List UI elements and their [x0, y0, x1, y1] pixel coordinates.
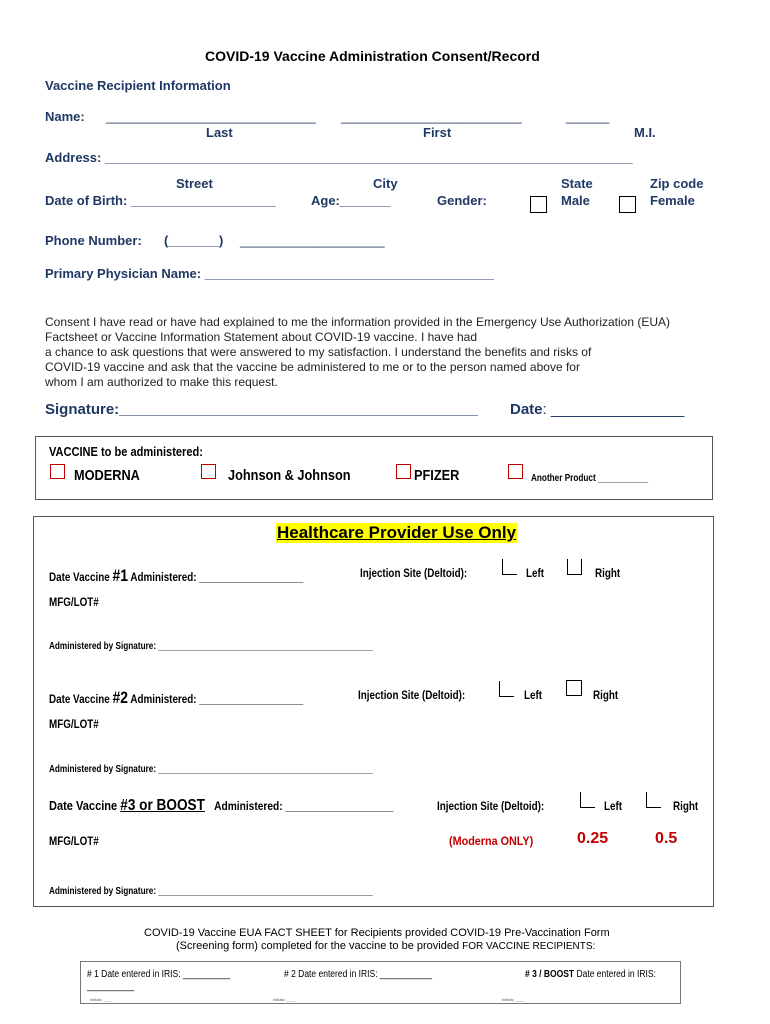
- first-label: First: [423, 125, 452, 140]
- last-label: Last: [206, 125, 233, 140]
- initials-2: Initials: ____: [273, 997, 296, 1002]
- footer-line-2-text: (Screening form) completed for the vaccine to be provided: [176, 940, 463, 952]
- initials-3: Initials: ____: [502, 997, 525, 1002]
- consent-line: a chance to ask questions that were answered to my satisfaction. I understand the benefits and risks of: [45, 345, 592, 359]
- jnj-label: Johnson & Johnson: [228, 467, 351, 484]
- dose3-left-label: Left: [604, 799, 623, 813]
- dose2-right-label: Right: [593, 688, 619, 702]
- state-label: State: [561, 176, 593, 191]
- dose3-right-checkbox[interactable]: [646, 792, 661, 808]
- dose2-left-checkbox[interactable]: [499, 681, 514, 697]
- footer-line-2: [176, 940, 595, 952]
- date-line: ________________: [546, 401, 685, 418]
- consent-text: [45, 315, 670, 390]
- dose2-injection-label: Injection Site (Deltoid):: [358, 688, 466, 702]
- moderna-only-note: (Moderna ONLY): [449, 834, 534, 848]
- pfizer-label: PFIZER: [414, 467, 460, 484]
- dose1-right-label: Right: [595, 566, 621, 580]
- vaccine-heading: VACCINE to be administered:: [49, 444, 203, 459]
- dose2-number: #2: [112, 688, 128, 707]
- street-label: Street: [176, 176, 213, 191]
- dose2-label: Date Vaccine: [49, 692, 113, 706]
- dose2-date-field[interactable]: [49, 688, 303, 708]
- consent-line: COVID-19 vaccine and ask that the vaccine be administered to me or to the person named above for: [45, 360, 580, 374]
- dose1-injection-label: Injection Site (Deltoid):: [360, 566, 468, 580]
- address-field[interactable]: Address: _________________________________________________________________________: [45, 150, 633, 165]
- dose2-mfg-label: MFG/LOT#: [49, 717, 99, 731]
- physician-field[interactable]: Primary Physician Name: ________________________________________: [45, 266, 494, 281]
- male-checkbox[interactable]: [530, 196, 547, 213]
- moderna-checkbox[interactable]: [50, 464, 65, 479]
- phone-label: Phone Number:: [45, 233, 142, 248]
- first-name-field[interactable]: _________________________: [341, 109, 522, 124]
- dose1-right-checkbox[interactable]: [567, 559, 582, 575]
- dose3-injection-label: Injection Site (Deltoid):: [437, 799, 545, 813]
- mi-label: M.I.: [634, 125, 656, 140]
- dose1-mfg-label: MFG/LOT#: [49, 595, 99, 609]
- iris-entry-3-label: Date entered in IRIS:: [574, 969, 656, 980]
- age-field[interactable]: Age:_______: [311, 193, 391, 208]
- female-checkbox[interactable]: [619, 196, 636, 213]
- dose1-line: Administered: ___________________: [127, 570, 304, 584]
- page-title: COVID-19 Vaccine Administration Consent/Record: [205, 48, 540, 64]
- date-label: Date: [510, 401, 543, 418]
- last-name-field[interactable]: _____________________________: [106, 109, 316, 124]
- footer-line-2-caps: FOR VACCINE RECIPIENTS:: [462, 941, 596, 952]
- dob-field[interactable]: Date of Birth: ____________________: [45, 193, 276, 208]
- iris-box: [80, 961, 681, 1004]
- consent-line: Factsheet or Vaccine Information Statement about COVID-19 vaccine. I have had: [45, 330, 478, 344]
- female-label: Female: [650, 193, 695, 208]
- iris-entry-2[interactable]: # 2 Date entered in IRIS: ___________: [284, 969, 432, 980]
- iris-entry-3-number: # 3 / BOOST: [525, 969, 575, 980]
- provider-heading: Healthcare Provider Use Only: [277, 523, 517, 542]
- zip-label: Zip code: [650, 176, 704, 191]
- consent-line: Consent I have read or have had explained to me the information provided in the Emergency Use Authorization (EUA): [45, 315, 671, 329]
- dose2-right-checkbox[interactable]: [566, 680, 582, 696]
- middle-initial-field[interactable]: ______: [566, 109, 610, 124]
- iris-entry-1[interactable]: # 1 Date entered in IRIS: __________: [87, 969, 231, 980]
- pfizer-checkbox[interactable]: [396, 464, 411, 479]
- moderna-label: MODERNA: [74, 467, 140, 484]
- phone-number-field[interactable]: ____________________: [240, 233, 385, 248]
- dose1-admin-signature-field[interactable]: Administered by Signature: _______________________________________________: [49, 641, 373, 652]
- dose3-label: Date Vaccine: [49, 798, 121, 813]
- consent-line: whom I am authorized to make this request.: [45, 375, 278, 389]
- iris-entry-1-continued: __________: [87, 981, 135, 992]
- dose3-right-label: Right: [673, 799, 699, 813]
- iris-entry-3[interactable]: [525, 969, 656, 980]
- recipient-section-heading: Vaccine Recipient Information: [45, 78, 231, 93]
- another-product-field[interactable]: Another Product ___________: [531, 473, 649, 484]
- male-label: Male: [561, 193, 590, 208]
- dose1-date-field[interactable]: [49, 566, 303, 586]
- dose-025-option[interactable]: 0.25: [577, 830, 609, 847]
- footer-line-1: COVID-19 Vaccine EUA FACT SHEET for Recipients provided COVID-19 Pre-Vaccination Form: [144, 927, 610, 939]
- dose2-admin-signature-field[interactable]: Administered by Signature: _______________________________________________: [49, 764, 373, 775]
- name-label: Name:: [45, 109, 85, 124]
- dose-05-option[interactable]: 0.5: [655, 830, 678, 847]
- signature-field[interactable]: Signature:___________________________________________: [45, 401, 478, 418]
- dose3-date-field[interactable]: [49, 797, 393, 815]
- dose3-line: Administered: ___________________: [214, 799, 394, 813]
- dose3-number: #3 or BOOST: [120, 797, 205, 814]
- dose2-left-label: Left: [524, 688, 543, 702]
- city-label: City: [373, 176, 398, 191]
- date-colon: :: [542, 401, 547, 418]
- jnj-checkbox[interactable]: [201, 464, 216, 479]
- dose3-left-checkbox[interactable]: [580, 792, 595, 808]
- dose3-admin-signature-field[interactable]: Administered by Signature: _______________________________________________: [49, 886, 373, 897]
- initials-1: Initials: ____: [90, 997, 113, 1002]
- dose2-line: Administered: ___________________: [127, 692, 304, 706]
- another-product-checkbox[interactable]: [508, 464, 523, 479]
- dose1-number: #1: [112, 566, 128, 585]
- gender-label: Gender:: [437, 193, 487, 208]
- dose1-left-label: Left: [526, 566, 545, 580]
- date-field[interactable]: [510, 401, 684, 418]
- dose3-mfg-label: MFG/LOT#: [49, 834, 99, 848]
- dose1-label: Date Vaccine: [49, 570, 113, 584]
- dose1-left-checkbox[interactable]: [502, 559, 517, 575]
- phone-area-field[interactable]: (_______): [164, 233, 224, 248]
